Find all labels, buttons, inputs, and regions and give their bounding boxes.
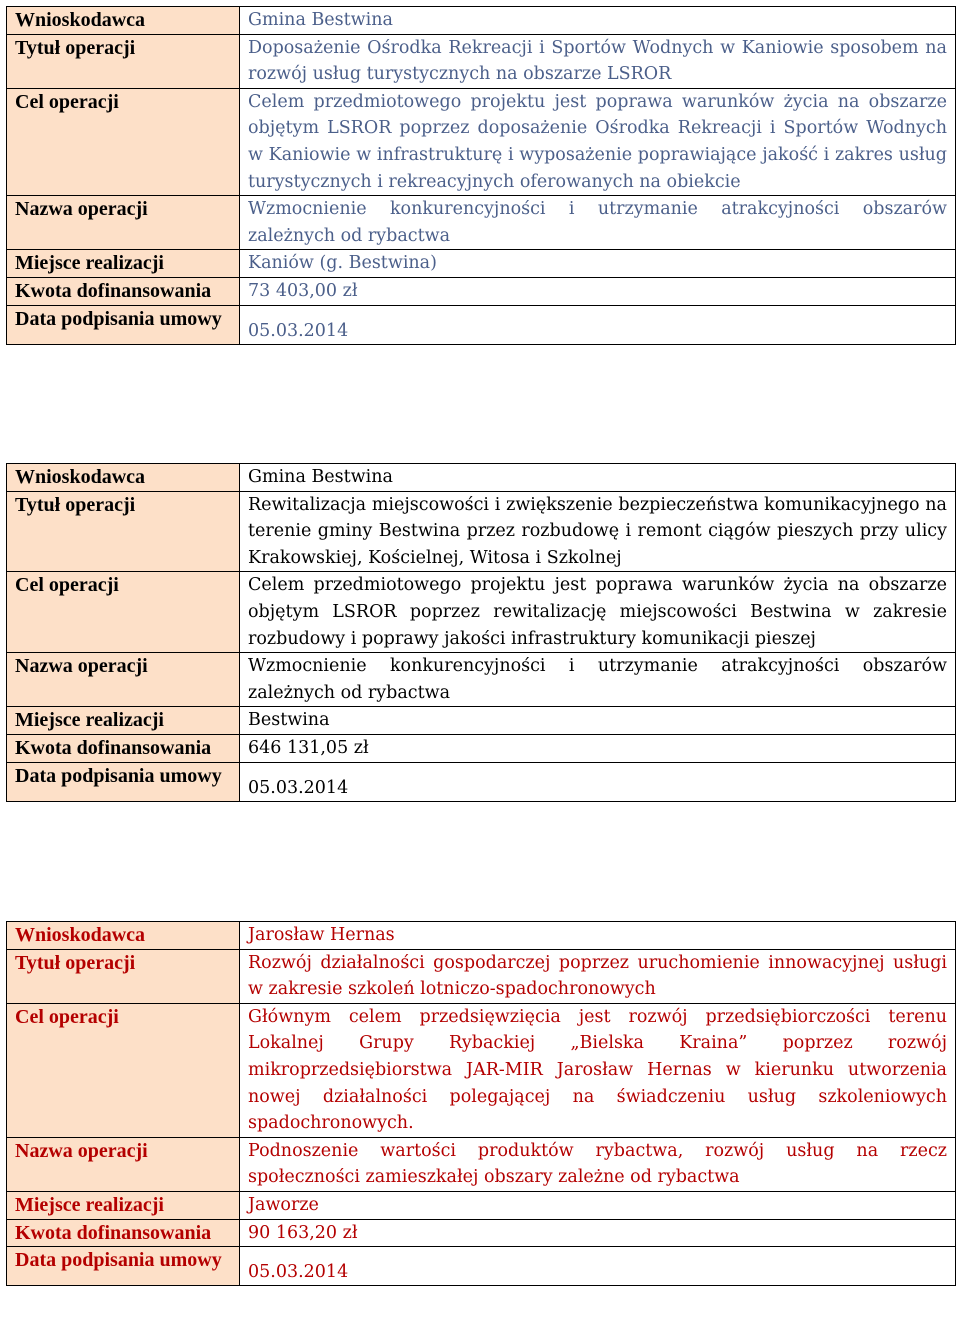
- value-nazwa: Podnoszenie wartości produktów rybactwa, rozwój usług na rzecz społeczności zamieszkałej obszary zależne od rybactwa: [240, 1137, 956, 1191]
- value-kwota: 646 131,05 zł: [240, 734, 956, 762]
- value-cel: Celem przedmiotowego projektu jest poprawa warunków życia na obszarze objętym LSROR poprzez rewitalizację miejscowości Bestwina w zakresie rozbudowy i poprawy jakości infrastruktury komunikacji pieszej: [240, 572, 956, 653]
- label-miejsce: Miejsce realizacji: [7, 707, 240, 735]
- row-nazwa: [7, 196, 956, 250]
- row-data: [7, 305, 956, 344]
- value-data: 05.03.2014: [240, 1247, 956, 1286]
- value-nazwa: Wzmocnienie konkurencyjności i utrzymanie atrakcyjności obszarów zależnych od rybactwa: [240, 653, 956, 707]
- value-wnioskodawca: Gmina Bestwina: [240, 464, 956, 492]
- label-cel: Cel operacji: [7, 88, 240, 195]
- row-wnioskodawca: [7, 7, 956, 35]
- value-wnioskodawca: Jarosław Hernas: [240, 922, 956, 950]
- row-kwota: [7, 1219, 956, 1247]
- row-kwota: [7, 277, 956, 305]
- row-cel: [7, 572, 956, 653]
- row-tytul: [7, 34, 956, 88]
- value-wnioskodawca: Gmina Bestwina: [240, 7, 956, 35]
- label-wnioskodawca: Wnioskodawca: [7, 464, 240, 492]
- label-tytul: Tytuł operacji: [7, 34, 240, 88]
- row-nazwa: [7, 653, 956, 707]
- value-tytul: Rozwój działalności gospodarczej poprzez uruchomienie innowacyjnej usługi w zakresie szkoleń lotniczo-spadochronowych: [240, 949, 956, 1003]
- row-tytul: [7, 491, 956, 572]
- row-miejsce: [7, 250, 956, 278]
- label-data: Data podpisania umowy: [7, 305, 240, 344]
- row-kwota: [7, 734, 956, 762]
- label-miejsce: Miejsce realizacji: [7, 1191, 240, 1219]
- record-table-1: [6, 6, 956, 345]
- label-wnioskodawca: Wnioskodawca: [7, 7, 240, 35]
- value-data: 05.03.2014: [240, 762, 956, 801]
- row-wnioskodawca: [7, 464, 956, 492]
- row-miejsce: [7, 1191, 956, 1219]
- value-miejsce: Jaworze: [240, 1191, 956, 1219]
- label-tytul: Tytuł operacji: [7, 491, 240, 572]
- row-wnioskodawca: [7, 922, 956, 950]
- value-tytul: Rewitalizacja miejscowości i zwiększenie bezpieczeństwa komunikacyjnego na terenie gminy Bestwina przez rozbudowę i remont ciągów pieszych przy ulicy Krakowskiej, Kościelnej, Witosa i Szkolnej: [240, 491, 956, 572]
- label-kwota: Kwota dofinansowania: [7, 277, 240, 305]
- row-nazwa: [7, 1137, 956, 1191]
- value-miejsce: Kaniów (g. Bestwina): [240, 250, 956, 278]
- row-data: [7, 1247, 956, 1286]
- label-cel: Cel operacji: [7, 572, 240, 653]
- value-data: 05.03.2014: [240, 305, 956, 344]
- row-miejsce: [7, 707, 956, 735]
- value-kwota: 90 163,20 zł: [240, 1219, 956, 1247]
- label-nazwa: Nazwa operacji: [7, 196, 240, 250]
- record-table-3: [6, 921, 956, 1286]
- value-cel: Celem przedmiotowego projektu jest poprawa warunków życia na obszarze objętym LSROR poprzez doposażenie Ośrodka Rekreacji i Sportów Wodnych w Kaniowie w infrastrukturę i wyposażenie poprawiające jakość i zakres usług turystycznych i rekreacyjnych oferowanych na obiekcie: [240, 88, 956, 195]
- value-tytul: Doposażenie Ośrodka Rekreacji i Sportów Wodnych w Kaniowie sposobem na rozwój usług turystycznych na obszarze LSROR: [240, 34, 956, 88]
- value-nazwa: Wzmocnienie konkurencyjności i utrzymanie atrakcyjności obszarów zależnych od rybactwa: [240, 196, 956, 250]
- row-cel: [7, 1003, 956, 1137]
- label-tytul: Tytuł operacji: [7, 949, 240, 1003]
- row-cel: [7, 88, 956, 195]
- value-kwota: 73 403,00 zł: [240, 277, 956, 305]
- label-wnioskodawca: Wnioskodawca: [7, 922, 240, 950]
- label-nazwa: Nazwa operacji: [7, 653, 240, 707]
- label-kwota: Kwota dofinansowania: [7, 734, 240, 762]
- row-data: [7, 762, 956, 801]
- label-kwota: Kwota dofinansowania: [7, 1219, 240, 1247]
- row-tytul: [7, 949, 956, 1003]
- label-miejsce: Miejsce realizacji: [7, 250, 240, 278]
- label-data: Data podpisania umowy: [7, 762, 240, 801]
- label-cel: Cel operacji: [7, 1003, 240, 1137]
- value-miejsce: Bestwina: [240, 707, 956, 735]
- record-table-2: [6, 463, 956, 802]
- label-nazwa: Nazwa operacji: [7, 1137, 240, 1191]
- value-cel: Głównym celem przedsięwzięcia jest rozwój przedsiębiorczości terenu Lokalnej Grupy Rybackiej „Bielska Kraina” poprzez rozwój mikroprzedsiębiorstwa JAR-MIR Jarosław Hernas w kierunku utworzenia nowej działalności polegającej na świadczeniu usług szkoleniowych spadochronowych.: [240, 1003, 956, 1137]
- label-data: Data podpisania umowy: [7, 1247, 240, 1286]
